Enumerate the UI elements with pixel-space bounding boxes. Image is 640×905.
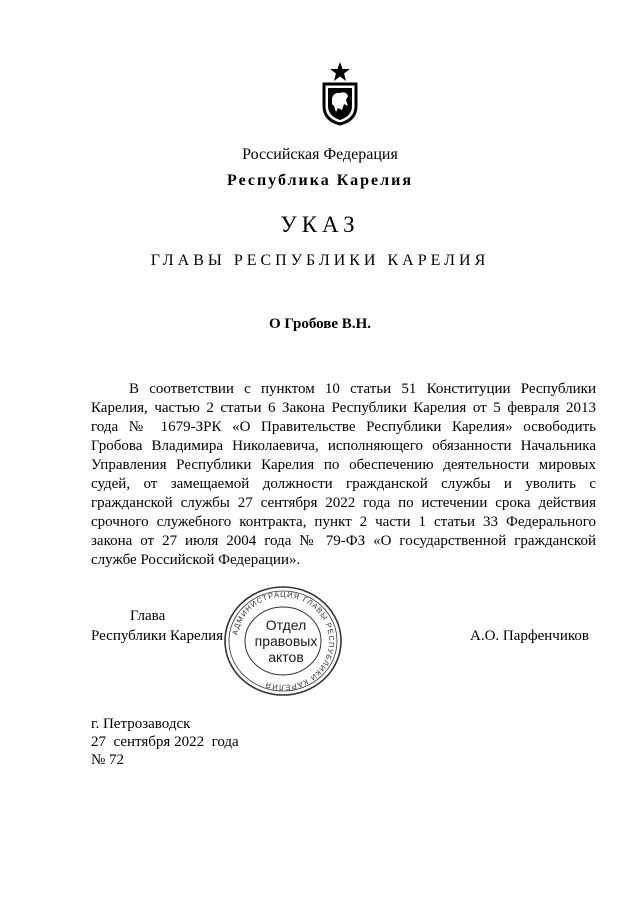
republic-name: Республика Карелия	[227, 172, 413, 189]
issuer: ГЛАВЫ РЕСПУБЛИКИ КАРЕЛИЯ	[150, 252, 490, 269]
signature-title-line1: Глава	[130, 608, 166, 624]
document-number: № 72	[91, 752, 125, 768]
document-type: УКАЗ	[280, 212, 360, 237]
signatory-name: А.О. Парфенчиков	[470, 628, 589, 644]
stamp-center-text	[238, 617, 334, 665]
signature-title-line2: Республики Карелия	[91, 628, 224, 644]
coat-of-arms-icon	[318, 60, 362, 126]
stamp-ring-text: АДМИНИСТРАЦИЯ ГЛАВЫ РЕСПУБЛИКИ КАРЕЛИЯ	[230, 589, 337, 693]
stamp-line1: Отдел	[265, 617, 307, 633]
signing-date: 27 сентября 2022 года	[91, 734, 239, 750]
stamp-line3: актов	[268, 649, 304, 665]
document-subject: О Гробове В.Н.	[269, 316, 371, 332]
document-body: В соответствии с пунктом 10 статьи 51 Конституции Республики Карелия, частью 2 статьи 6 Закона Республики Карелия от 5 февраля 2013 года № 1679-ЗРК «О Правительстве Республики Карелия» освободить Гробова Владимира Николаевича, исполняющего обязанности Начальника Управления Республики Карелия по обеспечению деятельности мировых судей, от замещаемой должности гражданской службы и уволить с гражданской службы 27 сентября 2022 года по истечении срока действия срочного служебного контракта, пункт 2 части 1 статьи 33 Федерального закона от 27 июля 2004 года № 79-ФЗ «О государственной гражданской службе Российской Федерации».	[91, 381, 596, 568]
country-name: Российская Федерация	[242, 146, 398, 163]
place-of-signing: г. Петрозаводск	[91, 716, 191, 732]
stamp-line2: правовых	[254, 633, 318, 649]
